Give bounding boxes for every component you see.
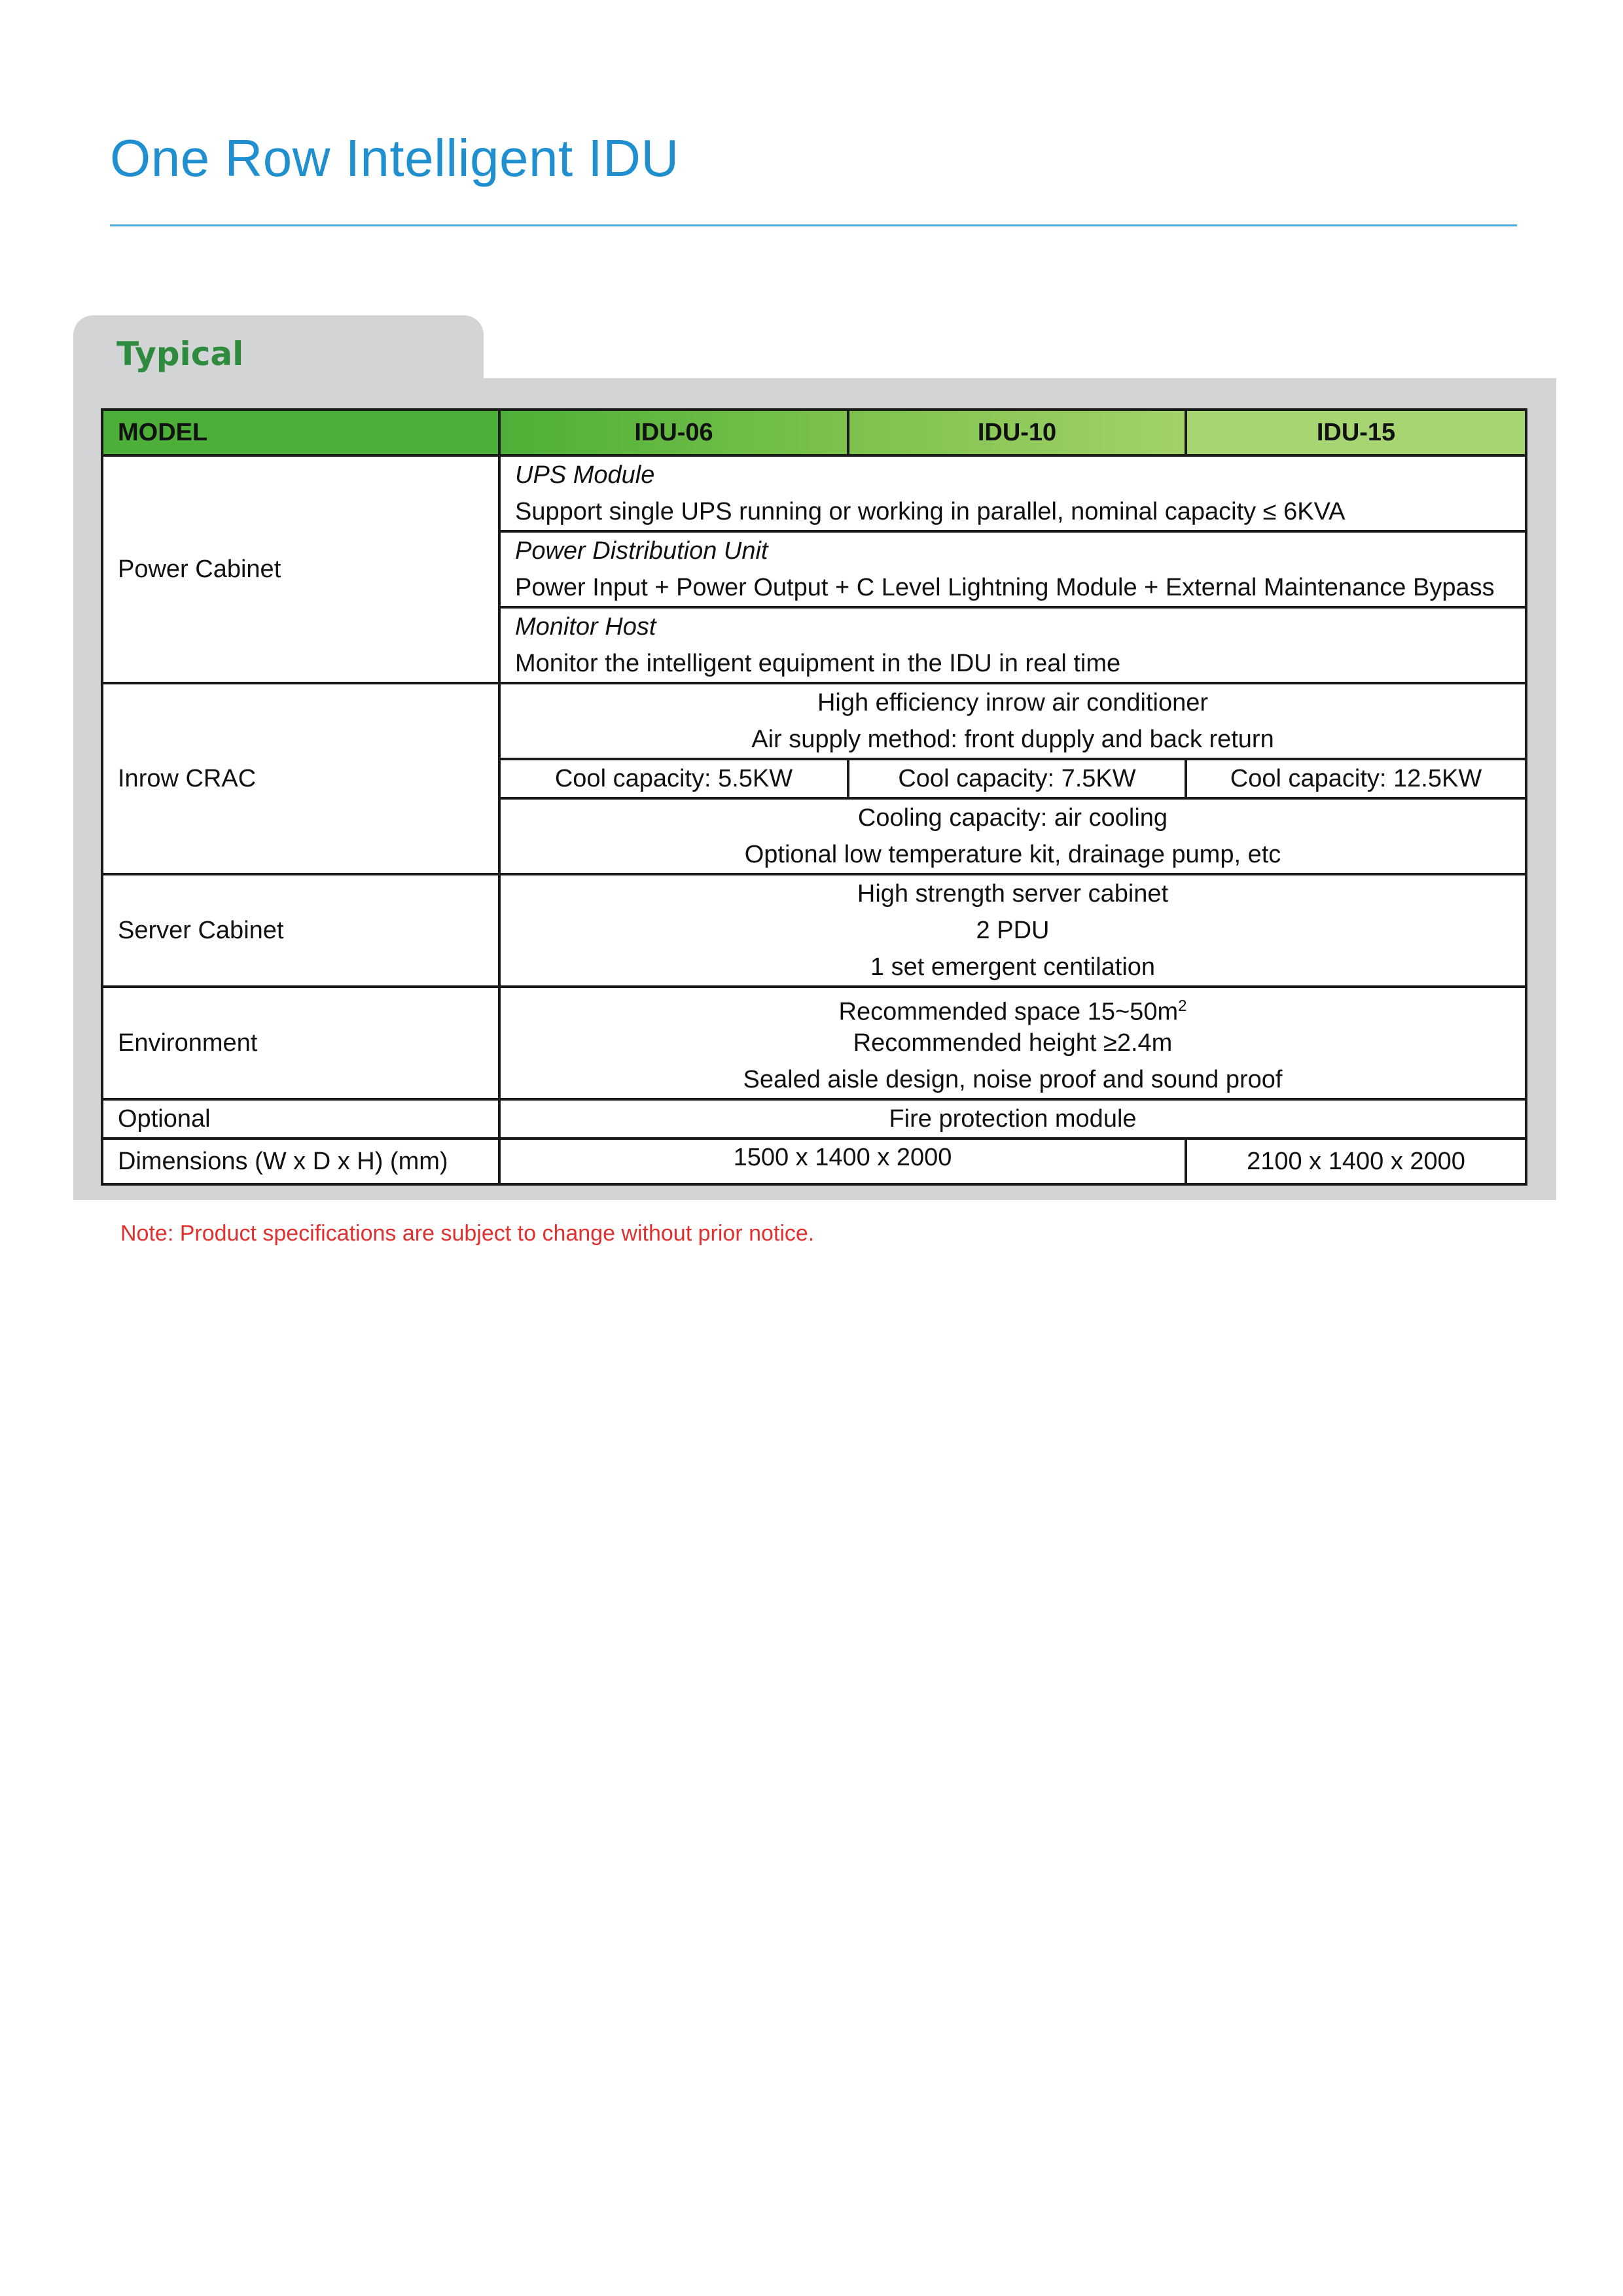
crac-cooling-cell bbox=[499, 798, 1526, 874]
table-row bbox=[102, 874, 1526, 987]
server-line-1: High strength server cabinet bbox=[857, 880, 1169, 908]
table-row bbox=[102, 1099, 1526, 1139]
ups-module-cell bbox=[499, 455, 1526, 531]
superscript-2: 2 bbox=[1178, 997, 1187, 1015]
section-label: Typical bbox=[116, 335, 244, 373]
page-title: One Row Intelligent IDU bbox=[110, 129, 679, 187]
pdu-title: Power Distribution Unit bbox=[515, 537, 768, 565]
server-line-3: 1 set emergent centilation bbox=[870, 953, 1156, 981]
environment-line-2: Recommended height ≥2.4m bbox=[853, 1029, 1173, 1057]
dimensions-idu-15: 2100 x 1400 x 2000 bbox=[1186, 1139, 1526, 1184]
row-label-server-cabinet: Server Cabinet bbox=[102, 874, 499, 987]
header-idu-10: IDU-10 bbox=[848, 410, 1186, 455]
row-label-optional: Optional bbox=[102, 1099, 499, 1139]
header-idu-15: IDU-15 bbox=[1186, 410, 1526, 455]
cool-capacity-idu-06: Cool capacity: 5.5KW bbox=[499, 759, 848, 798]
monitor-host-cell bbox=[499, 607, 1526, 683]
disclaimer-note: Note: Product specifications are subject to change without prior notice. bbox=[120, 1221, 815, 1246]
optional-value: Fire protection module bbox=[499, 1099, 1526, 1139]
row-label-power-cabinet: Power Cabinet bbox=[102, 455, 499, 683]
cool-capacity-idu-10: Cool capacity: 7.5KW bbox=[848, 759, 1186, 798]
section-tab bbox=[73, 315, 484, 381]
pdu-text: Power Input + Power Output + C Level Lightning Module + External Maintenance Bypass bbox=[515, 574, 1495, 601]
header-model: MODEL bbox=[102, 410, 499, 455]
header-row bbox=[102, 410, 1526, 455]
row-label-environment: Environment bbox=[102, 987, 499, 1099]
space-text: Recommended space 15~50m bbox=[838, 998, 1179, 1026]
header-idu-06: IDU-06 bbox=[499, 410, 848, 455]
ups-module-title: UPS Module bbox=[515, 461, 655, 489]
dimensions-idu-06-10: 1500 x 1400 x 2000 bbox=[499, 1139, 1186, 1184]
environment-line-3: Sealed aisle design, noise proof and sound proof bbox=[743, 1066, 1283, 1093]
crac-line-2: Air supply method: front dupply and back return bbox=[751, 726, 1274, 753]
title-divider bbox=[110, 224, 1517, 226]
row-label-inrow-crac: Inrow CRAC bbox=[102, 683, 499, 874]
environment-line-1 bbox=[515, 988, 1510, 1025]
crac-line-3: Cooling capacity: air cooling bbox=[857, 804, 1168, 832]
environment-cell bbox=[499, 987, 1526, 1099]
row-label-dimensions: Dimensions (W x D x H) (mm) bbox=[102, 1139, 499, 1184]
spec-table bbox=[101, 408, 1527, 1186]
table-row bbox=[102, 455, 1526, 531]
crac-line-1: High efficiency inrow air conditioner bbox=[817, 689, 1209, 716]
table-row bbox=[102, 987, 1526, 1099]
server-cabinet-cell bbox=[499, 874, 1526, 987]
server-line-2: 2 PDU bbox=[976, 917, 1050, 944]
crac-info-cell bbox=[499, 683, 1526, 759]
table-row bbox=[102, 1139, 1526, 1184]
monitor-host-text: Monitor the intelligent equipment in the IDU in real time bbox=[515, 650, 1121, 677]
pdu-cell bbox=[499, 531, 1526, 607]
ups-module-text: Support single UPS running or working in parallel, nominal capacity ≤ 6KVA bbox=[515, 498, 1346, 525]
cool-capacity-idu-15: Cool capacity: 12.5KW bbox=[1186, 759, 1526, 798]
table-row bbox=[102, 683, 1526, 759]
crac-line-4: Optional low temperature kit, drainage pump, etc bbox=[744, 841, 1281, 868]
monitor-host-title: Monitor Host bbox=[515, 613, 656, 641]
